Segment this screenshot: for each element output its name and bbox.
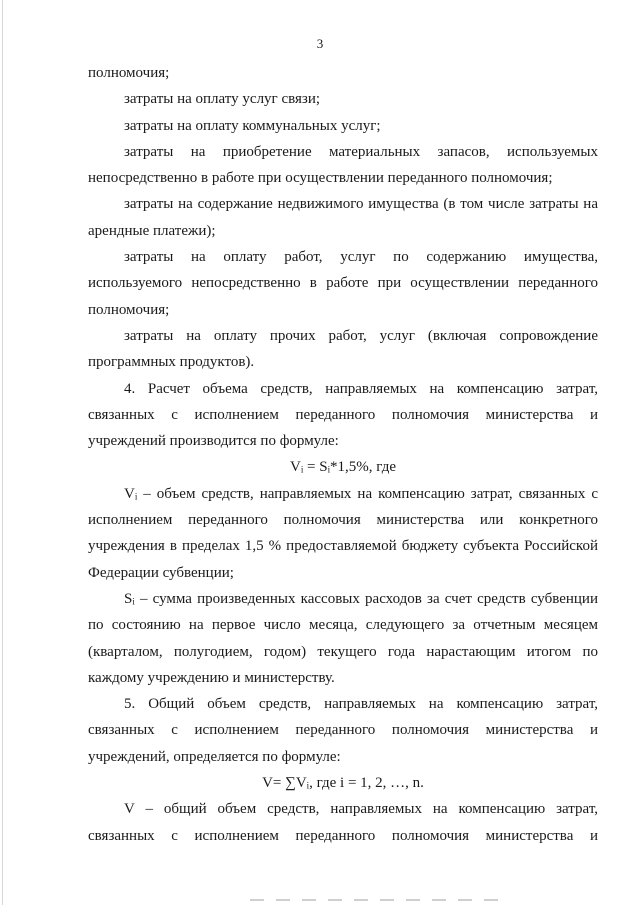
scan-edge-line: [2, 0, 3, 905]
list-item-other-works-costs: затраты на оплату прочих работ, услуг (включая сопровождение программных продуктов).: [88, 327, 598, 371]
page-number: 3: [316, 36, 324, 51]
document-body: [88, 60, 598, 849]
scan-bottom-artifact: [250, 899, 500, 901]
list-item-real-estate-costs: затраты на содержание недвижимого имущества (в том числе затраты на арендные платежи);: [88, 196, 598, 239]
list-item-material-costs: затраты на приобретение материальных запасов, используемых непосредственно в работе при осуществлении переданного полномочия;: [88, 143, 598, 187]
list-item-property-maintenance-costs: затраты на оплату работ, услуг по содержанию имущества, используемого непосредственно в работе при осуществлении переданного полномочия;: [88, 249, 598, 318]
definition-v: V – общий объем средств, направляемых на компенсацию затрат, связанных с исполнением переданного полномочия министерства и: [88, 801, 598, 844]
formula-v-sum: V= ∑Vᵢ, где i = 1, 2, …, n.: [262, 775, 424, 792]
paragraph-section-4: 4. Расчет объема средств, направляемых на компенсацию затрат, связанных с исполнением переданного полномочия министерства и учреждений производится по формуле:: [88, 380, 598, 450]
paragraph-section-5: 5. Общий объем средств, направляемых на компенсацию затрат, связанных с исполнением переданного полномочия министерства и учреждений, определяется по формуле:: [88, 696, 598, 765]
definition-si: Sᵢ – сумма произведенных кассовых расходов за счет средств субвенции по состоянию на первое число месяца, следующего за отчетным месяцем (кварталом, полугодием, годом) текущего года нарастающим итогом по каждому учреждению и министерству.: [88, 590, 598, 686]
formula-vi: Vᵢ = Sᵢ*1,5%, где: [290, 459, 396, 476]
definition-vi: Vᵢ – объем средств, направляемых на компенсацию затрат, связанных с исполнением переданного полномочия министерства или конкретного учреждения в пределах 1,5 % предоставляемой бюджету субъекта Российской Федерации субвенции;: [88, 485, 598, 581]
list-item-communication-costs: затраты на оплату услуг связи;: [124, 91, 321, 108]
list-item-utility-costs: затраты на оплату коммунальных услуг;: [124, 117, 381, 134]
paragraph-continuation: полномочия;: [88, 65, 170, 81]
